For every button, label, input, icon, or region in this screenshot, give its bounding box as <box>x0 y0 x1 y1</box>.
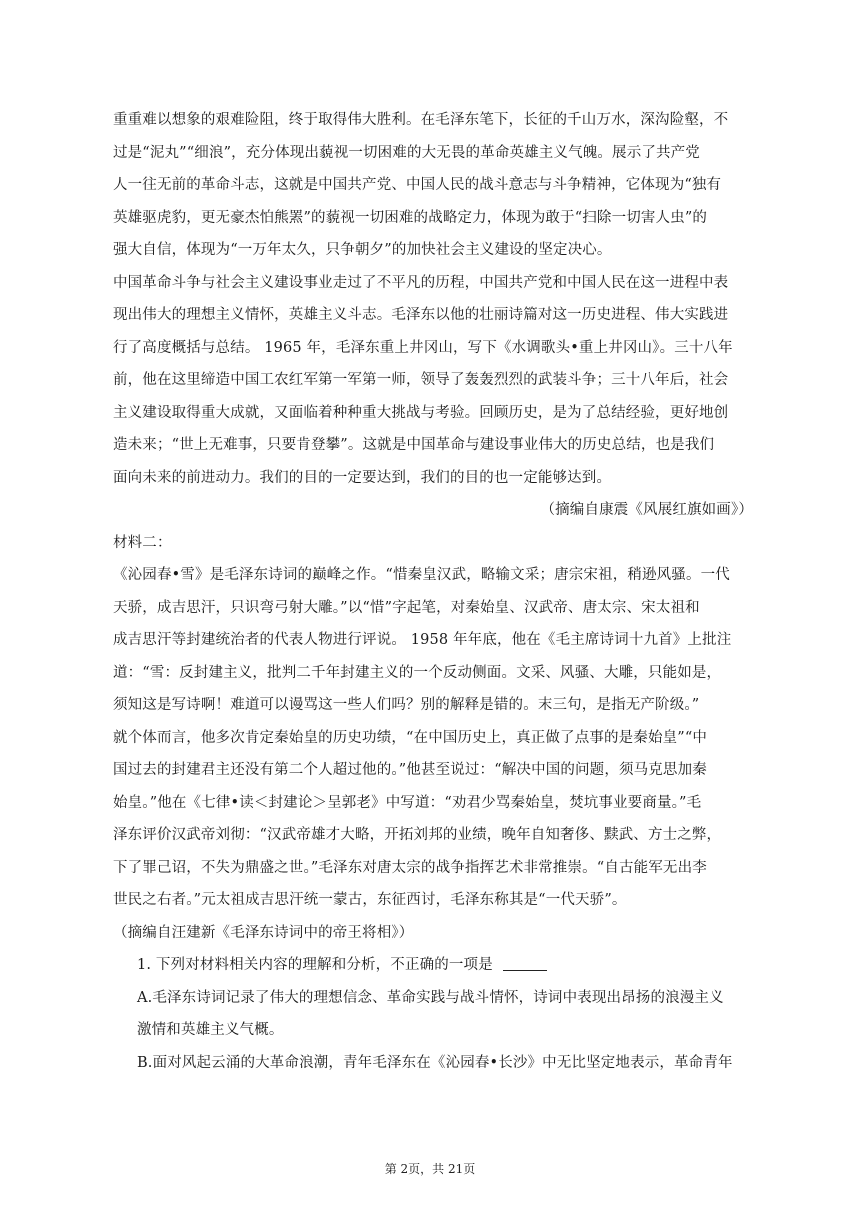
text-line: 英雄驱虎豹，更无豪杰怕熊罴”的藐视一切困难的战略定力，体现为敢于“扫除一切害人虫”的 <box>113 209 708 226</box>
option-b: B.面对风起云涌的大革命浪潮，青年毛泽东在《沁园春•长沙》中无比坚定地表示，革命青年 <box>137 1054 733 1071</box>
text-line: 现出伟大的理想主义情怀，英雄主义斗志。毛泽东以他的壮丽诗篇对这一历史进程、伟大实践进 <box>113 307 729 323</box>
text-line: 须知这是写诗啊！难道可以谩骂这一些人们吗？别的解释是错的。末三句，是指无产阶级。” <box>113 697 700 713</box>
question-stem <box>113 949 763 982</box>
document-body <box>113 104 763 1079</box>
paragraph-3 <box>113 559 763 722</box>
text-line: 重重难以想象的艰难险阻，终于取得伟大胜利。在毛泽东笔下，长征的千山万水，深沟险壑，不 <box>113 112 729 128</box>
material-heading: 材料二： <box>113 534 172 551</box>
text-line: 世民之右者。”元太祖成吉思汗统一蒙古，东征西讨，毛泽东称其是“一代天骄”。 <box>113 892 627 908</box>
text-line: 始皇。”他在《七律•读＜封建论＞呈郭老》中写道：“劝君少骂秦始皇，焚坑事业要商量。”毛 <box>113 794 702 811</box>
option-a-continued: 激情和英雄主义气概。 <box>137 1022 284 1038</box>
paragraph-1 <box>113 104 763 267</box>
paragraph-2 <box>113 267 763 495</box>
text-line: 《沁园春•雪》是毛泽东诗词的巅峰之作。“惜秦皇汉武，略输文采；唐宗宋祖，稍逊风骚。一代 <box>113 567 730 583</box>
text-line: 过是“泥丸”“细浪”，充分体现出藐视一切困难的大无畏的革命英雄主义气魄。展示了共产党 <box>113 144 700 161</box>
text-line: 国过去的封建君主还没有第二个人超过他的。”他甚至说过：“解决中国的问题，须马克思加秦 <box>113 762 707 778</box>
question-1 <box>113 949 763 1079</box>
text-line: 行了高度概括与总结。 1965 年，毛泽东重上井冈山，写下《水调歌头•重上井冈山》。三十八年 <box>113 339 733 356</box>
text-line: 造未来；“世上无难事，只要肯登攀”。这就是中国革命与建设事业伟大的历史总结，也是我们 <box>113 437 715 453</box>
option-a: A.毛泽东诗词记录了伟大的理想信念、革命实践与战斗情怀，诗词中表现出昂扬的浪漫主义 <box>137 989 724 1006</box>
text-line: 道：“雪：反封建主义，批判二千年封建主义的一个反动侧面。文采、风骚、大雕，只能如是， <box>113 664 722 681</box>
text-line: 天骄，成吉思汗，只识弯弓射大雕。”以“惜”字起笔，对秦始皇、汉武帝、唐太宗、宋太祖和 <box>113 599 700 616</box>
text-line: 前，他在这里缔造中国工农红军第一军第一师，领导了轰轰烈烈的武装斗争；三十八年后，社会 <box>113 372 729 388</box>
paragraph-4 <box>113 722 763 917</box>
text-line: 强大自信，体现为“一万年太久，只争朝夕”的加快社会主义建设的坚定决心。 <box>113 242 612 258</box>
text-line: 人一往无前的革命斗志，这就是中国共产党、中国人民的战斗意志与斗争精神，它体现为“独有 <box>113 177 722 193</box>
text-line: 成吉思汗等封建统治者的代表人物进行评说。 1958 年年底，他在《毛主席诗词十九首》上批注 <box>113 632 732 648</box>
page-footer: 第 2页，共 21页 <box>384 1162 476 1176</box>
text-line: 下了罪己诏，不失为鼎盛之世。”毛泽东对唐太宗的战争指挥艺术非常推崇。“自古能军无出李 <box>113 859 707 876</box>
text-line: 中国革命斗争与社会主义建设事业走过了不平凡的历程，中国共产党和中国人民在这一进程中表 <box>113 274 729 291</box>
text-line: 主义建设取得重大成就，又面临着种种重大挑战与考验。回顾历史，是为了总结经验，更好地创 <box>113 404 729 421</box>
source-citation-1: （摘编自康震《风展红旗如画》） <box>540 502 753 518</box>
text-line: 就个体而言，他多次肯定秦始皇的历史功绩，“在中国历史上，真正做了点事的是秦始皇”“中 <box>113 729 708 746</box>
source-citation-2: （摘编自汪建新《毛泽东诗词中的帝王将相》） <box>113 924 414 941</box>
question-stem-text: 1. 下列对材料相关内容的理解和分析，不正确的一项是 <box>137 957 493 973</box>
text-line: 泽东评价汉武帝刘彻：“汉武帝雄才大略，开拓刘邦的业绩，晚年自知奢侈、黩武、方士之弊， <box>113 827 722 843</box>
text-line: 面向未来的前进动力。我们的目的一定要达到，我们的目的也一定能够达到。 <box>113 469 612 486</box>
answer-blank <box>503 954 547 971</box>
